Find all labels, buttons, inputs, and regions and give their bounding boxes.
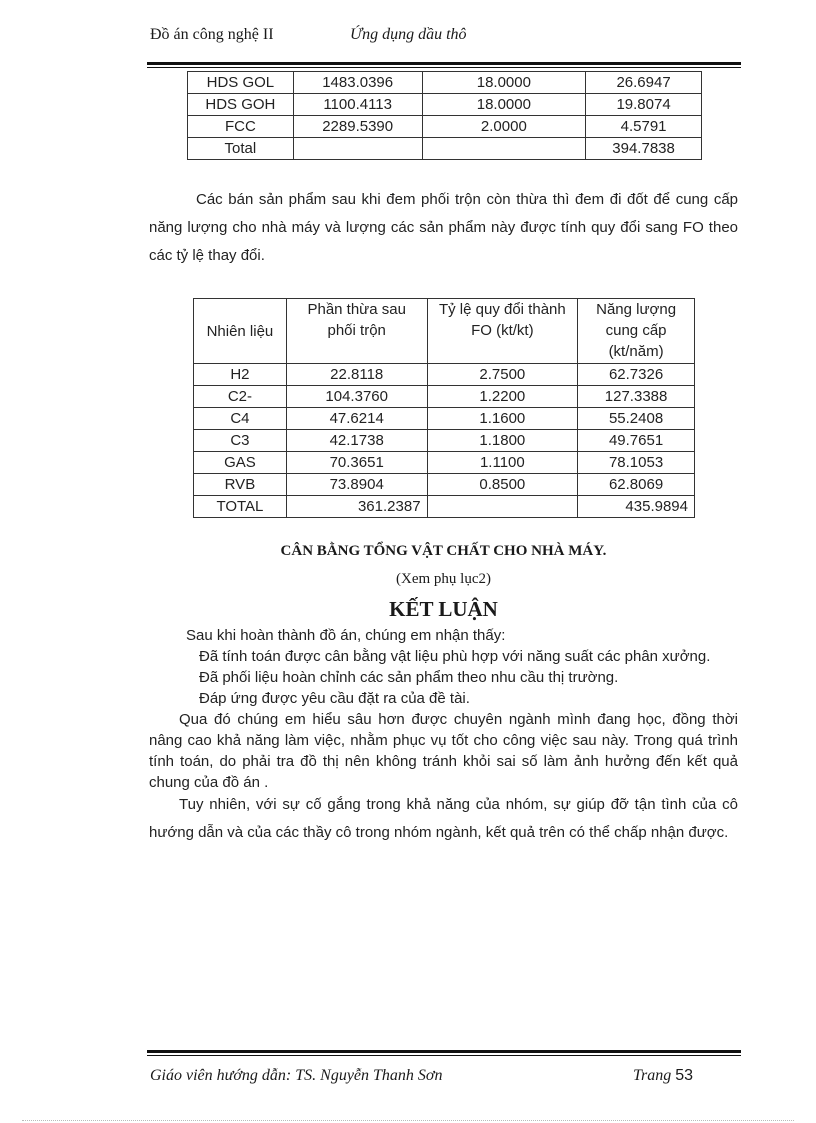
column-header: Năng lượng cung cấp (kt/năm) [578, 299, 695, 364]
table-cell: 435.9894 [578, 496, 695, 518]
table-cell: 47.6214 [286, 408, 427, 430]
table-cell: RVB [194, 474, 287, 496]
section-title: CÂN BẰNG TỔNG VẬT CHẤT CHO NHÀ MÁY. [280, 543, 607, 559]
table-cell: 2.0000 [422, 116, 586, 138]
table-cell: 73.8904 [286, 474, 427, 496]
header-rule [147, 62, 741, 65]
paragraph: Tuy nhiên, với sự cố gắng trong khả năng của nhóm, sự giúp đỡ tận tình của cô hướng dẫn và của các thầy cô trong nhóm ngành, kết quả trên có thể chấp nhận được. [149, 796, 738, 841]
table-row [188, 116, 702, 138]
paragraph: Các bán sản phẩm sau khi đem phối trộn còn thừa thì đem đi đốt để cung cấp năng lượng cho nhà máy và lượng các sản phẩm này được tính quy đổi sang FO theo các tỷ lệ thay đổi. [149, 191, 738, 264]
table-cell: C4 [194, 408, 287, 430]
table-cell: 62.7326 [578, 364, 695, 386]
table-cell: 2289.5390 [293, 116, 422, 138]
table-cell: 1100.4113 [293, 94, 422, 116]
table-cell [427, 496, 578, 518]
table-cell: 70.3651 [286, 452, 427, 474]
table-cell: 394.7838 [586, 138, 702, 160]
header-title: Đồ án công nghệ II [150, 26, 274, 43]
table-cell: C3 [194, 430, 287, 452]
table-cell [293, 138, 422, 160]
table-row [188, 72, 702, 94]
list-item: Đã tính toán được cân bằng vật liệu phù hợp với năng suất các phân xưởng. [199, 648, 711, 665]
page-edge [22, 1120, 794, 1121]
conclusion-title: KẾT LUẬN [389, 597, 498, 621]
list-item: Đáp ứng được yêu cầu đặt ra của đề tài. [199, 690, 470, 707]
table-cell: 18.0000 [422, 94, 586, 116]
table-cell: H2 [194, 364, 287, 386]
table-cell: 22.8118 [286, 364, 427, 386]
table-cell: 1.1100 [427, 452, 578, 474]
section-subtitle: (Xem phụ lục2) [396, 571, 491, 587]
table-row [194, 408, 695, 430]
conclusion-intro: Sau khi hoàn thành đồ án, chúng em nhận thấy: [186, 627, 506, 644]
table-header-row [194, 299, 695, 364]
table-cell: HDS GOH [188, 94, 294, 116]
table-cell: 1.1600 [427, 408, 578, 430]
table-row [188, 138, 702, 160]
footer-advisor: Giáo viên hướng dẫn: TS. Nguyễn Thanh Sơn [150, 1067, 443, 1084]
table-cell: 104.3760 [286, 386, 427, 408]
table-cell: 0.8500 [427, 474, 578, 496]
table-row [194, 386, 695, 408]
table-cell: 1483.0396 [293, 72, 422, 94]
table-cell: 78.1053 [578, 452, 695, 474]
table-cell [422, 138, 586, 160]
table-cell: C2- [194, 386, 287, 408]
table-cell: Total [188, 138, 294, 160]
table-cell: HDS GOL [188, 72, 294, 94]
table-row [194, 364, 695, 386]
table-cell: 19.8074 [586, 94, 702, 116]
footer-page [633, 1067, 693, 1085]
product-table [187, 71, 702, 160]
table-row [194, 452, 695, 474]
footer-rule [147, 1050, 741, 1053]
table-cell: TOTAL [194, 496, 287, 518]
header-rule-thin [147, 67, 741, 68]
page-label: Trang [633, 1067, 672, 1084]
fuel-table [193, 298, 695, 518]
table-row [194, 496, 695, 518]
table-cell: 1.1800 [427, 430, 578, 452]
column-header: Tỷ lệ quy đổi thành FO (kt/kt) [427, 299, 578, 364]
table-cell: 49.7651 [578, 430, 695, 452]
table-cell: 361.2387 [286, 496, 427, 518]
table-cell: 18.0000 [422, 72, 586, 94]
paragraph: Qua đó chúng em hiểu sâu hơn được chuyên ngành mình đang học, đồng thời nâng cao khả năng làm việc, nhằm phục vụ tốt cho công việc sau này. Trong quá trình tính toán, do phải tra đồ thị nên không tránh khỏi sai số làm ảnh hưởng đến kết quả chung của đồ án . [149, 711, 738, 791]
table-cell: 26.6947 [586, 72, 702, 94]
page-number: 53 [675, 1067, 694, 1084]
table-row [194, 474, 695, 496]
table-cell: 1.2200 [427, 386, 578, 408]
table-cell: FCC [188, 116, 294, 138]
table-cell: 55.2408 [578, 408, 695, 430]
table-row [194, 430, 695, 452]
table-row [188, 94, 702, 116]
header-subtitle: Ứng dụng dầu thô [350, 26, 467, 43]
table-cell: 62.8069 [578, 474, 695, 496]
table-cell: 2.7500 [427, 364, 578, 386]
table-cell: GAS [194, 452, 287, 474]
column-header: Phần thừa sau phối trộn [286, 299, 427, 364]
list-item: Đã phối liệu hoàn chỉnh các sản phẩm theo nhu cầu thị trường. [199, 669, 619, 686]
footer-rule-thin [147, 1055, 741, 1056]
table-cell: 127.3388 [578, 386, 695, 408]
table-cell: 42.1738 [286, 430, 427, 452]
table-cell: 4.5791 [586, 116, 702, 138]
column-header: Nhiên liệu [194, 299, 287, 364]
